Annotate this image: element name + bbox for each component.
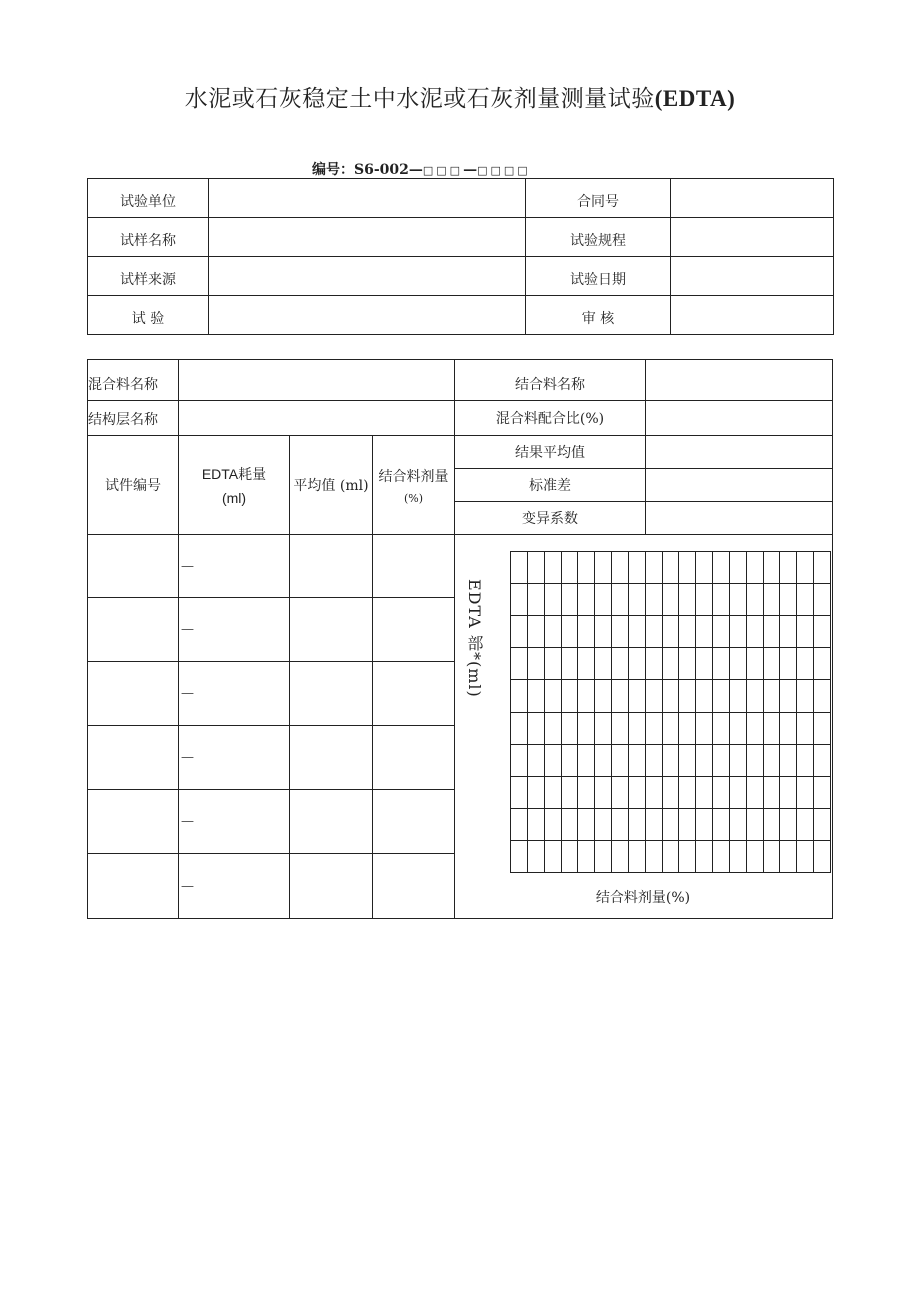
- edta-cell[interactable]: —: [179, 854, 290, 919]
- specimen-cell[interactable]: [88, 726, 179, 790]
- col-avg-header: 平均值 (ml): [290, 436, 373, 535]
- binder-name-label: 结合料名称: [455, 360, 646, 401]
- mix-name-value[interactable]: [179, 360, 455, 401]
- binder-dose-cell[interactable]: [373, 535, 455, 598]
- specimen-cell[interactable]: [88, 790, 179, 854]
- cv-value[interactable]: [646, 502, 833, 535]
- code-value: S6-002—: [354, 162, 423, 178]
- binder-dose-cell[interactable]: [373, 598, 455, 662]
- info-right-value[interactable]: [671, 179, 834, 218]
- info-right-label: 合同号: [526, 179, 671, 218]
- layer-name-label: 结构层名称: [88, 401, 179, 436]
- col-edta-header: [179, 436, 290, 535]
- avg-cell[interactable]: [290, 535, 373, 598]
- info-left-value[interactable]: [209, 296, 526, 335]
- info-left-label: 试样名称: [88, 218, 209, 257]
- document-code: [312, 159, 531, 179]
- code-boxes-1[interactable]: □□□: [422, 164, 464, 177]
- avg-cell[interactable]: [290, 598, 373, 662]
- info-row: [88, 296, 834, 335]
- specimen-cell[interactable]: [88, 662, 179, 726]
- info-left-value[interactable]: [209, 218, 526, 257]
- code-label: 编号：: [312, 162, 354, 178]
- edta-cell[interactable]: —: [179, 662, 290, 726]
- title-main: 水泥或石灰稳定土中水泥或石灰剂量测量试验: [184, 86, 655, 112]
- info-left-value[interactable]: [209, 257, 526, 296]
- info-table: [87, 178, 834, 335]
- col-binder-header-line2: (%): [403, 491, 424, 505]
- info-right-value[interactable]: [671, 218, 834, 257]
- col-edta-header-line1: EDTA耗量: [201, 466, 267, 482]
- binder-dose-cell[interactable]: [373, 854, 455, 919]
- info-left-label: 试 验: [88, 296, 209, 335]
- chart-y-label: EDTA 部*(ml): [465, 579, 485, 698]
- result-avg-value[interactable]: [646, 436, 833, 469]
- info-row: [88, 218, 834, 257]
- info-left-label: 试验单位: [88, 179, 209, 218]
- info-left-label: 试样来源: [88, 257, 209, 296]
- edta-cell[interactable]: —: [179, 535, 290, 598]
- avg-cell[interactable]: [290, 854, 373, 919]
- info-right-value[interactable]: [671, 257, 834, 296]
- col-edta-header-line2: (ml): [221, 490, 247, 506]
- edta-cell[interactable]: —: [179, 726, 290, 790]
- page-title: [0, 80, 920, 113]
- mix-ratio-label: 混合料配合比(%): [455, 401, 646, 436]
- data-table: [87, 359, 833, 919]
- col-specimen-header: 试件编号: [88, 436, 179, 535]
- specimen-cell[interactable]: [88, 598, 179, 662]
- code-boxes-2[interactable]: □□□□: [477, 164, 531, 177]
- info-right-label: 试验日期: [526, 257, 671, 296]
- binder-dose-cell[interactable]: [373, 662, 455, 726]
- info-right-label: 审 核: [526, 296, 671, 335]
- std-dev-label: 标准差: [455, 469, 646, 502]
- cv-label: 变异系数: [455, 502, 646, 535]
- info-right-label: 试验规程: [526, 218, 671, 257]
- info-left-value[interactable]: [209, 179, 526, 218]
- mix-name-label: 混合料名称: [88, 360, 179, 401]
- chart-grid-wrap: [510, 551, 831, 873]
- edta-cell[interactable]: —: [179, 790, 290, 854]
- binder-dose-cell[interactable]: [373, 726, 455, 790]
- info-row: [88, 257, 834, 296]
- chart-area: [455, 535, 833, 919]
- result-avg-label: 结果平均值: [455, 436, 646, 469]
- info-row: [88, 179, 834, 218]
- avg-cell[interactable]: [290, 726, 373, 790]
- info-right-value[interactable]: [671, 296, 834, 335]
- std-dev-value[interactable]: [646, 469, 833, 502]
- specimen-cell[interactable]: [88, 535, 179, 598]
- edta-cell[interactable]: —: [179, 598, 290, 662]
- col-binder-header-line1: 结合料剂量: [378, 468, 449, 485]
- table-row: [88, 535, 833, 598]
- chart-grid[interactable]: [510, 551, 831, 873]
- layer-name-value[interactable]: [179, 401, 455, 436]
- binder-dose-cell[interactable]: [373, 790, 455, 854]
- binder-name-value[interactable]: [646, 360, 833, 401]
- avg-cell[interactable]: [290, 662, 373, 726]
- code-separator: —: [463, 162, 478, 178]
- mix-ratio-value[interactable]: [646, 401, 833, 436]
- specimen-cell[interactable]: [88, 854, 179, 919]
- chart-x-label: 结合料剂量(%): [595, 890, 691, 906]
- title-suffix: (EDTA): [654, 86, 736, 111]
- avg-cell[interactable]: [290, 790, 373, 854]
- col-binder-header: [373, 436, 455, 535]
